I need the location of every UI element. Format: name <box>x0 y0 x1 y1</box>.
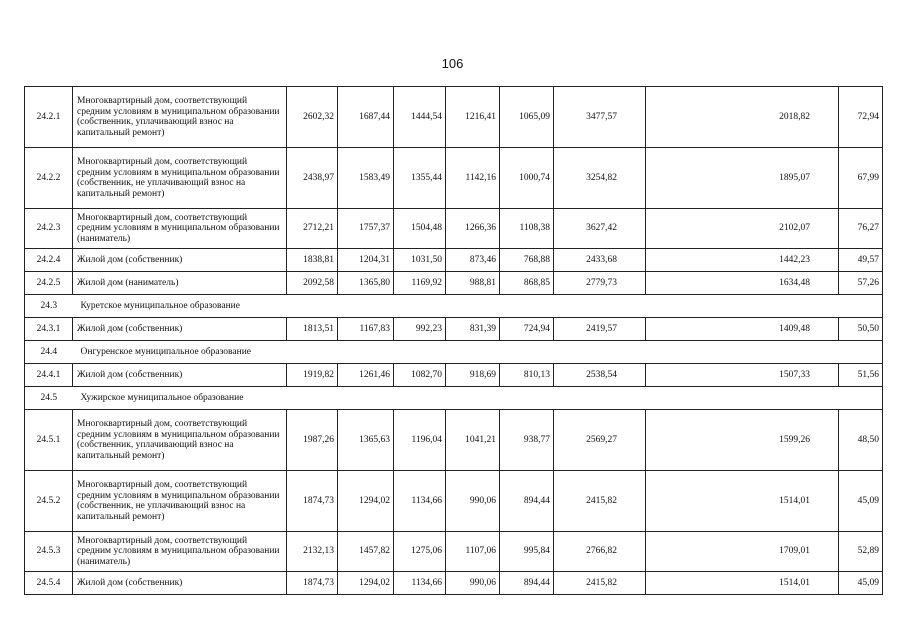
row-code: 24.5.4 <box>25 572 73 595</box>
row-value-3: 992,23 <box>394 318 446 341</box>
row-value-7: 2102,07 <box>646 209 839 249</box>
row-value-5: 810,13 <box>500 364 554 387</box>
table-row <box>25 272 883 295</box>
row-value-8: 50,50 <box>839 318 883 341</box>
row-value-2: 1204,31 <box>338 249 394 272</box>
row-value-7: 1599,26 <box>646 410 839 471</box>
row-value-8: 48,50 <box>839 410 883 471</box>
row-value-7: 1514,01 <box>646 572 839 595</box>
row-value-4: 873,46 <box>446 249 500 272</box>
row-value-8: 45,09 <box>839 572 883 595</box>
row-value-1: 1813,51 <box>287 318 338 341</box>
section-row <box>25 295 883 318</box>
section-title: Хужирское муниципальное образование <box>73 387 883 410</box>
row-value-5: 724,94 <box>500 318 554 341</box>
row-value-4: 1107,06 <box>446 532 500 572</box>
row-value-5: 894,44 <box>500 471 554 532</box>
row-code: 24.2.4 <box>25 249 73 272</box>
section-row <box>25 341 883 364</box>
row-description: Многоквартирный дом, соответствующий средним условиям в муниципальном образовании (собственник, не уплачивающий взнос на капитальный ремонт) <box>73 148 287 209</box>
row-description: Многоквартирный дом, соответствующий средним условиям в муниципальном образовании (собственник, не уплачивающий взнос на капитальный ремонт) <box>73 471 287 532</box>
row-value-2: 1261,46 <box>338 364 394 387</box>
row-value-3: 1031,50 <box>394 249 446 272</box>
row-value-6: 2538,54 <box>554 364 646 387</box>
row-code: 24.2.5 <box>25 272 73 295</box>
row-value-4: 831,39 <box>446 318 500 341</box>
row-value-1: 1874,73 <box>287 471 338 532</box>
row-value-2: 1365,63 <box>338 410 394 471</box>
row-code: 24.5.1 <box>25 410 73 471</box>
row-value-5: 868,85 <box>500 272 554 295</box>
table-row <box>25 410 883 471</box>
row-value-5: 995,84 <box>500 532 554 572</box>
row-code: 24.4.1 <box>25 364 73 387</box>
row-value-2: 1457,82 <box>338 532 394 572</box>
table-row <box>25 318 883 341</box>
row-value-2: 1757,37 <box>338 209 394 249</box>
row-value-1: 2092,58 <box>287 272 338 295</box>
row-value-7: 1634,48 <box>646 272 839 295</box>
row-value-2: 1583,49 <box>338 148 394 209</box>
row-description: Многоквартирный дом, соответствующий средним условиям в муниципальном образовании (собственник, уплачивающий взнос на капитальный ремонт) <box>73 410 287 471</box>
row-value-6: 2569,27 <box>554 410 646 471</box>
row-value-5: 768,88 <box>500 249 554 272</box>
row-value-1: 1919,82 <box>287 364 338 387</box>
row-code: 24.5.2 <box>25 471 73 532</box>
row-value-7: 1409,48 <box>646 318 839 341</box>
row-value-4: 988,81 <box>446 272 500 295</box>
row-value-3: 1355,44 <box>394 148 446 209</box>
table-row <box>25 572 883 595</box>
row-value-8: 51,56 <box>839 364 883 387</box>
row-value-4: 990,06 <box>446 572 500 595</box>
table-row <box>25 532 883 572</box>
row-value-4: 1216,41 <box>446 87 500 148</box>
row-value-1: 2132,13 <box>287 532 338 572</box>
row-value-1: 1987,26 <box>287 410 338 471</box>
row-value-3: 1169,92 <box>394 272 446 295</box>
section-code: 24.3 <box>25 295 73 318</box>
row-value-5: 894,44 <box>500 572 554 595</box>
row-value-6: 2779,73 <box>554 272 646 295</box>
table-row <box>25 249 883 272</box>
row-value-8: 45,09 <box>839 471 883 532</box>
row-value-1: 2602,32 <box>287 87 338 148</box>
row-value-8: 72,94 <box>839 87 883 148</box>
row-description: Многоквартирный дом, соответствующий средним условиям в муниципальном образовании (наниматель) <box>73 209 287 249</box>
row-value-6: 2415,82 <box>554 572 646 595</box>
row-value-2: 1294,02 <box>338 572 394 595</box>
tariff-table <box>24 86 883 595</box>
row-value-5: 1000,74 <box>500 148 554 209</box>
row-value-7: 1514,01 <box>646 471 839 532</box>
section-code: 24.5 <box>25 387 73 410</box>
row-value-3: 1082,70 <box>394 364 446 387</box>
row-description: Многоквартирный дом, соответствующий средним условиям в муниципальном образовании (собственник, уплачивающий взнос на капитальный ремонт) <box>73 87 287 148</box>
row-value-7: 1709,01 <box>646 532 839 572</box>
row-value-4: 1041,21 <box>446 410 500 471</box>
row-value-3: 1196,04 <box>394 410 446 471</box>
row-value-1: 2438,97 <box>287 148 338 209</box>
row-value-1: 1874,73 <box>287 572 338 595</box>
row-value-8: 76,27 <box>839 209 883 249</box>
row-description: Многоквартирный дом, соответствующий средним условиям в муниципальном образовании (наниматель) <box>73 532 287 572</box>
row-value-5: 938,77 <box>500 410 554 471</box>
row-value-6: 2766,82 <box>554 532 646 572</box>
row-description: Жилой дом (собственник) <box>73 318 287 341</box>
row-value-2: 1365,80 <box>338 272 394 295</box>
row-value-4: 990,06 <box>446 471 500 532</box>
row-description: Жилой дом (собственник) <box>73 572 287 595</box>
row-value-8: 52,89 <box>839 532 883 572</box>
table-row <box>25 364 883 387</box>
row-value-4: 918,69 <box>446 364 500 387</box>
row-code: 24.3.1 <box>25 318 73 341</box>
row-code: 24.2.1 <box>25 87 73 148</box>
row-value-4: 1142,16 <box>446 148 500 209</box>
row-value-7: 2018,82 <box>646 87 839 148</box>
row-value-2: 1167,83 <box>338 318 394 341</box>
row-value-8: 67,99 <box>839 148 883 209</box>
row-value-8: 57,26 <box>839 272 883 295</box>
row-description: Жилой дом (собственник) <box>73 364 287 387</box>
row-value-6: 2419,57 <box>554 318 646 341</box>
row-value-1: 2712,21 <box>287 209 338 249</box>
row-value-6: 3627,42 <box>554 209 646 249</box>
row-value-8: 49,57 <box>839 249 883 272</box>
row-value-1: 1838,81 <box>287 249 338 272</box>
row-value-7: 1507,33 <box>646 364 839 387</box>
row-code: 24.5.3 <box>25 532 73 572</box>
table-row <box>25 87 883 148</box>
table-row <box>25 148 883 209</box>
row-value-2: 1687,44 <box>338 87 394 148</box>
row-code: 24.2.2 <box>25 148 73 209</box>
row-value-3: 1134,66 <box>394 572 446 595</box>
row-value-6: 3477,57 <box>554 87 646 148</box>
section-code: 24.4 <box>25 341 73 364</box>
row-value-2: 1294,02 <box>338 471 394 532</box>
row-value-3: 1504,48 <box>394 209 446 249</box>
row-value-6: 2433,68 <box>554 249 646 272</box>
table-row <box>25 209 883 249</box>
page-number: 106 <box>441 56 464 71</box>
row-value-3: 1275,06 <box>394 532 446 572</box>
row-value-6: 2415,82 <box>554 471 646 532</box>
row-value-3: 1444,54 <box>394 87 446 148</box>
row-value-7: 1895,07 <box>646 148 839 209</box>
table-body <box>25 87 883 595</box>
row-value-3: 1134,66 <box>394 471 446 532</box>
row-value-7: 1442,23 <box>646 249 839 272</box>
section-title: Куретское муниципальное образование <box>73 295 883 318</box>
row-value-5: 1108,38 <box>500 209 554 249</box>
row-description: Жилой дом (наниматель) <box>73 272 287 295</box>
row-description: Жилой дом (собственник) <box>73 249 287 272</box>
section-row <box>25 387 883 410</box>
row-value-5: 1065,09 <box>500 87 554 148</box>
table-row <box>25 471 883 532</box>
section-title: Онгуренское муниципальное образование <box>73 341 883 364</box>
row-value-6: 3254,82 <box>554 148 646 209</box>
row-code: 24.2.3 <box>25 209 73 249</box>
row-value-4: 1266,36 <box>446 209 500 249</box>
